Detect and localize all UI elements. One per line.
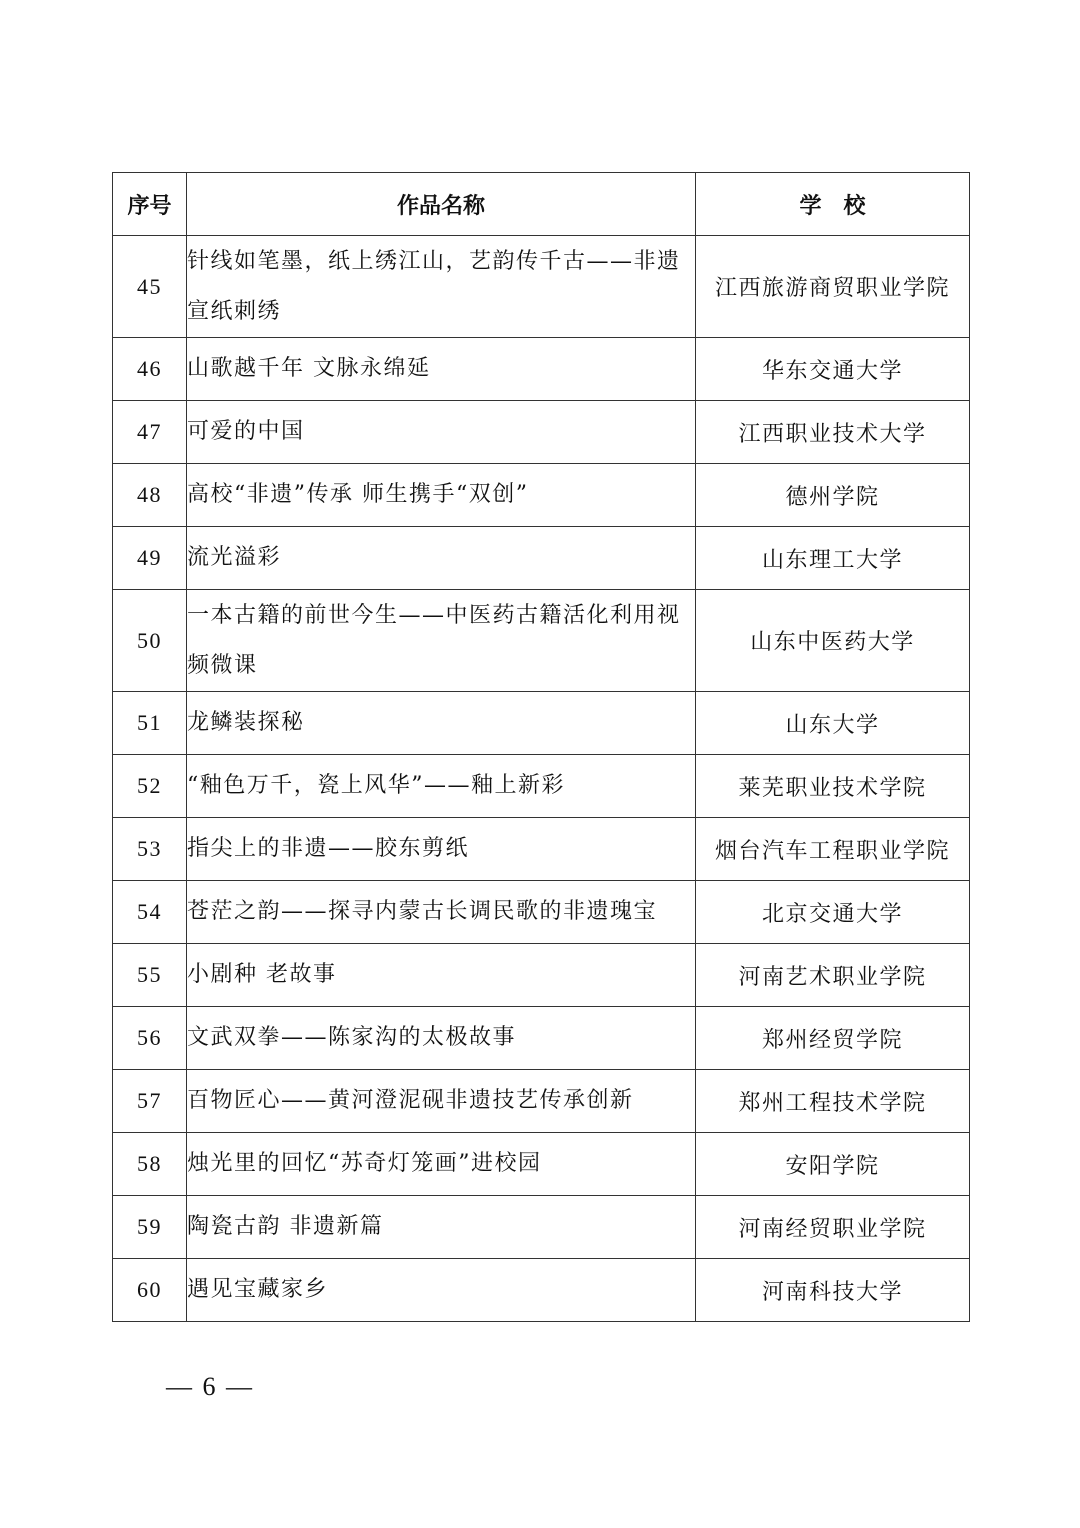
row-title: 山歌越千年 文脉永绵延 (187, 338, 696, 401)
row-number: 49 (113, 527, 187, 590)
row-school: 安阳学院 (696, 1133, 970, 1196)
row-title: 流光溢彩 (187, 527, 696, 590)
row-number: 56 (113, 1007, 187, 1070)
row-title: 针线如笔墨，纸上绣江山，艺韵传千古——非遗宣纸刺绣 (187, 236, 696, 338)
table-row (113, 755, 970, 818)
row-number: 55 (113, 944, 187, 1007)
row-number: 53 (113, 818, 187, 881)
row-number: 58 (113, 1133, 187, 1196)
header-serial-number: 序号 (113, 173, 187, 236)
table-row (113, 590, 970, 692)
table-row (113, 692, 970, 755)
header-work-title: 作品名称 (187, 173, 696, 236)
table-row (113, 1259, 970, 1322)
row-school: 山东理工大学 (696, 527, 970, 590)
header-school: 学 校 (696, 173, 970, 236)
row-number: 50 (113, 590, 187, 692)
row-school: 莱芜职业技术学院 (696, 755, 970, 818)
row-title: “釉色万千，瓷上风华”——釉上新彩 (187, 755, 696, 818)
page-number: — 6 — (166, 1372, 254, 1401)
row-title: 遇见宝藏家乡 (187, 1259, 696, 1322)
table-row (113, 1070, 970, 1133)
row-school: 河南艺术职业学院 (696, 944, 970, 1007)
table-row (113, 236, 970, 338)
table-row (113, 338, 970, 401)
table-row (113, 881, 970, 944)
row-title: 陶瓷古韵 非遗新篇 (187, 1196, 696, 1259)
row-school: 郑州工程技术学院 (696, 1070, 970, 1133)
table-row (113, 1133, 970, 1196)
row-title: 文武双拳——陈家沟的太极故事 (187, 1007, 696, 1070)
row-number: 60 (113, 1259, 187, 1322)
row-number: 48 (113, 464, 187, 527)
row-title: 一本古籍的前世今生——中医药古籍活化利用视频微课 (187, 590, 696, 692)
row-number: 51 (113, 692, 187, 755)
row-title: 龙鳞装探秘 (187, 692, 696, 755)
row-number: 46 (113, 338, 187, 401)
table-row (113, 944, 970, 1007)
table-row (113, 1007, 970, 1070)
table-row (113, 401, 970, 464)
row-number: 57 (113, 1070, 187, 1133)
table-row (113, 464, 970, 527)
table-row (113, 818, 970, 881)
row-school: 河南科技大学 (696, 1259, 970, 1322)
row-title: 烛光里的回忆“苏奇灯笼画”进校园 (187, 1133, 696, 1196)
row-title: 可爱的中国 (187, 401, 696, 464)
row-number: 59 (113, 1196, 187, 1259)
table-row (113, 527, 970, 590)
row-school: 德州学院 (696, 464, 970, 527)
row-school: 郑州经贸学院 (696, 1007, 970, 1070)
row-title: 指尖上的非遗——胶东剪纸 (187, 818, 696, 881)
row-school: 烟台汽车工程职业学院 (696, 818, 970, 881)
table-header-row (113, 173, 970, 236)
row-number: 45 (113, 236, 187, 338)
table-row (113, 1196, 970, 1259)
row-title: 小剧种 老故事 (187, 944, 696, 1007)
row-school: 河南经贸职业学院 (696, 1196, 970, 1259)
row-school: 北京交通大学 (696, 881, 970, 944)
row-school: 江西旅游商贸职业学院 (696, 236, 970, 338)
row-school: 华东交通大学 (696, 338, 970, 401)
row-school: 山东大学 (696, 692, 970, 755)
row-number: 54 (113, 881, 187, 944)
row-title: 高校“非遗”传承 师生携手“双创” (187, 464, 696, 527)
row-school: 山东中医药大学 (696, 590, 970, 692)
row-number: 47 (113, 401, 187, 464)
row-title: 百物匠心——黄河澄泥砚非遗技艺传承创新 (187, 1070, 696, 1133)
works-table (112, 172, 970, 1322)
row-title: 苍茫之韵——探寻内蒙古长调民歌的非遗瑰宝 (187, 881, 696, 944)
row-number: 52 (113, 755, 187, 818)
row-school: 江西职业技术大学 (696, 401, 970, 464)
